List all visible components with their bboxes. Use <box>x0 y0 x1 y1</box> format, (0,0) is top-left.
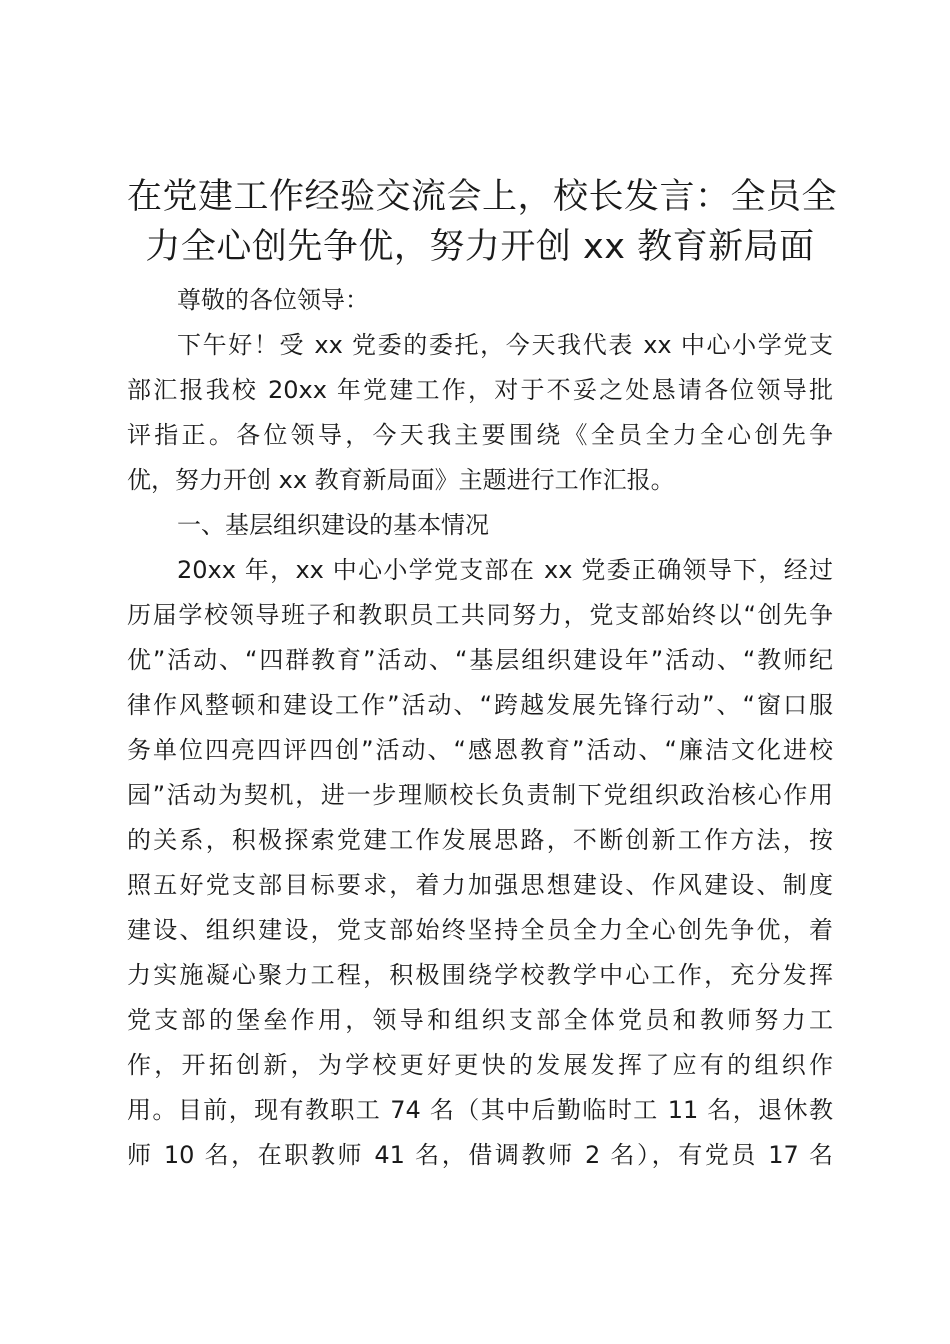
body-line-11: 党支部的堡垒作用，领导和组织支部全体党员和教师努力工 <box>127 1006 833 1034</box>
document-title <box>127 172 838 272</box>
body-line-5: 务单位四亮四评四创”活动、“感恩教育”活动、“廉洁文化进校 <box>127 736 833 764</box>
body-line-3: 优”活动、“四群教育”活动、“基层组织建设年”活动、“教师纪 <box>127 646 833 674</box>
section-heading <box>127 503 833 548</box>
salutation <box>127 278 833 323</box>
body-line-6: 园”活动为契机，进一步理顺校长负责制下党组织政治核心作用 <box>127 781 833 809</box>
document-body <box>127 278 833 1178</box>
title-line-2: 力全心创先争优，努力开创 xx 教育新局面 <box>145 227 815 267</box>
body-paragraph <box>127 548 833 1178</box>
intro-paragraph <box>127 323 833 503</box>
body-line-14: 师 10 名，在职教师 41 名，借调教师 2 名），有党员 17 名 <box>127 1141 833 1169</box>
section-heading-line: 一、基层组织建设的基本情况 <box>177 511 489 539</box>
body-line-10: 力实施凝心聚力工程，积极围绕学校教学中心工作，充分发挥 <box>127 961 833 989</box>
salutation-line: 尊敬的各位领导： <box>177 286 369 314</box>
intro-line-2: 部汇报我校 20xx 年党建工作，对于不妥之处恳请各位领导批 <box>127 376 833 404</box>
intro-line-3: 评指正。各位领导，今天我主要围绕《全员全力全心创先争 <box>127 421 833 449</box>
title-line-1: 在党建工作经验交流会上，校长发言：全员全 <box>127 177 838 217</box>
body-line-2: 历届学校领导班子和教职员工共同努力，党支部始终以“创先争 <box>127 601 833 629</box>
body-line-4: 律作风整顿和建设工作”活动、“跨越发展先锋行动”、“窗口服 <box>127 691 833 719</box>
body-line-12: 作，开拓创新，为学校更好更快的发展发挥了应有的组织作 <box>127 1051 833 1079</box>
body-line-1: 20xx 年，xx 中心小学党支部在 xx 党委正确领导下，经过 <box>177 556 833 584</box>
body-line-13: 用。目前，现有教职工 74 名（其中后勤临时工 11 名，退休教 <box>127 1096 833 1124</box>
body-line-9: 建设、组织建设，党支部始终坚持全员全力全心创先争优，着 <box>127 916 833 944</box>
body-line-7: 的关系，积极探索党建工作发展思路，不断创新工作方法，按 <box>127 826 833 854</box>
intro-line-4: 优，努力开创 xx 教育新局面》主题进行工作汇报。 <box>127 466 675 494</box>
body-line-8: 照五好党支部目标要求，着力加强思想建设、作风建设、制度 <box>127 871 833 899</box>
intro-line-1: 下午好！受 xx 党委的委托，今天我代表 xx 中心小学党支 <box>177 331 833 359</box>
document-content <box>127 172 838 1178</box>
